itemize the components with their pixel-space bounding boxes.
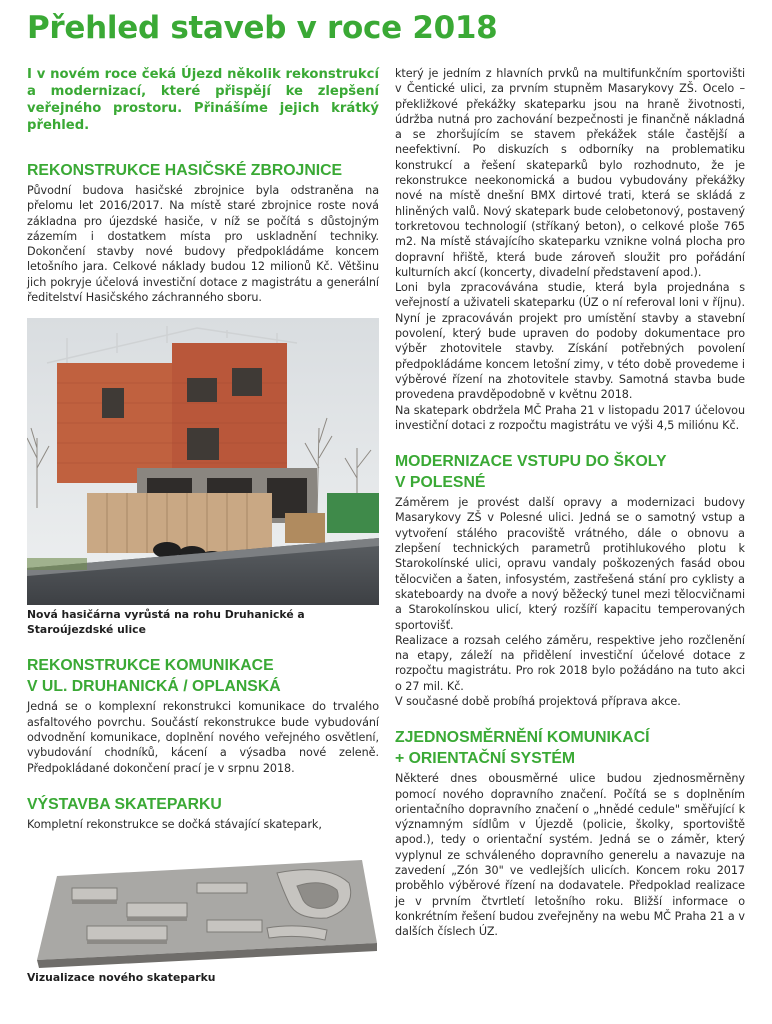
paragraph: Loni byla zpracovávána studie, která byla projednána s veřejností a uživateli skateparku (ÚZ o ní referoval loni v říjnu). Nyní je zpracováván projekt pro umístění stavby a stavební povolení, který bude upraven do podoby dokumentace pro výběr zhotovitele stavby. Získání potřebných povolení předpokládáme koncem letošní zimy, v této době provedeme i výběrové řízení na zhotovitele stavby. Samotná stavba bude provedena pravděpodobně v květnu 2018.: [395, 281, 745, 402]
photo-caption-skatepark: Vizualizace nového skateparku: [27, 971, 216, 985]
section-heading-komunikace-2: V UL. DRUHANICKÁ / OPLANSKÁ: [27, 678, 281, 696]
section-heading-zjednosmerneni-1: ZJEDNOSMĚRNĚNÍ KOMUNIKACÍ: [395, 729, 650, 747]
paragraph: Některé dnes obousměrné ulice budou zjednosměrněny pomocí nového dopravního značení. Počítá se s doplněním orientačního dopravního značení o „hnědé cedule" směřující k významným sídlům v Újezdě (policie, školky, sportoviště apod.), tedy o orientační systém. Jedná se o záměr, který vyplynul ze schváleného dopravního generelu a navazuje na zavedení „Zón 30" ve vedlejších ulicích. Koncem roku 2017 proběhlo výběrové řízení na dodavatele. Předpoklad realizace je v prvním čtvrtletí letošního roku. Bližší informace o konkrétním řešení budou zveřejněny na webu MČ Praha 21 a v dalších číslech ÚZ.: [395, 772, 745, 939]
skatepark-visualization: [27, 848, 379, 968]
lead-paragraph: I v novém roce čeká Újezd několik rekonstrukcí a modernizací, které přispějí ke zlepšení veřejného prostoru. Přinášíme jejich krátký přehled.: [27, 67, 379, 133]
paragraph: Na skatepark obdržela MČ Praha 21 v listopadu 2017 účelovou investiční dotaci z rozpočtu magistrátu ve výši 4,5 miliónu Kč.: [395, 403, 745, 432]
section-heading-skatepark: VÝSTAVBA SKATEPARKU: [27, 795, 222, 813]
section-body-skola: [395, 495, 745, 709]
section-heading-zjednosmerneni-2: + ORIENTAČNÍ SYSTÉM: [395, 750, 576, 768]
page-title: Přehled staveb v roce 2018: [27, 10, 498, 46]
paragraph: Jedná se o komplexní rekonstrukci komunikace do trvalého asfaltového povrchu. Součástí rekonstrukce bude vybudování odvodnění komunikace, doplnění nového veřejného osvětlení, vybudování chodníků, kácení a výsadba nové zeleně. Předpokládané dokončení prací je v srpnu 2018.: [27, 700, 379, 775]
section-heading-komunikace-1: REKONSTRUKCE KOMUNIKACE: [27, 657, 274, 675]
section-heading-skola-1: MODERNIZACE VSTUPU DO ŠKOLY: [395, 453, 667, 471]
section-heading-skola-2: V POLESNÉ: [395, 474, 486, 492]
paragraph: Původní budova hasičské zbrojnice byla odstraněna na přelomu let 2016/2017. Na místě staré zbrojnice roste nová základna pro újezdské hasiče, v níž se počítá s důstojným zázemím i dostatkem místa pro uskladnění techniky. Dokončení stavby nové budovy předpokládáme koncem letošního jara. Celkové náklady budou 12 milionů Kč. Většinu jich pokryje účelová investiční dotace z magistrátu a generální ředitelství Hasičského záchranného sboru.: [27, 184, 379, 305]
section-body-skatepark-start: [27, 817, 379, 832]
paragraph: který je jedním z hlavních prvků na multifunkčním sportovišti v Čentické ulici, za prvním stupněm Masarykovy ZŠ. Ocelo – překližkové překážky skateparku jsou na hraně životnosti, údržba nutná pro zachování bezpečnosti je finančně nákladná a se zhoršujícím se stavem překážek stále častější a neefektivní. Po diskuzích s odborníky na problematiku konstrukcí a řešení skateparků bylo rozhodnuto, že je rekonstrukce neekonomická a budou vybudovány překážky nové na místě dnešní BMX dirtové trati, která se skládá z hliněných valů. Nový skatepark bude celobetonový, postavený torkretovou technologií (stříkaný beton), o celkové ploše 765 m2. Na místě stávajícího skateparku vznikne volná plocha pro dopravní hřiště, která bude zároveň sloužit pro pořádání kulturních akcí (koncerty, divadelní představení apod.).: [395, 67, 745, 279]
paragraph: V současné době probíhá projektová příprava akce.: [395, 694, 681, 708]
fire-station-photo: [27, 318, 379, 605]
section-body-zjednosmerneni: [395, 771, 745, 939]
section-body-komunikace: [27, 699, 379, 775]
paragraph: Realizace a rozsah celého záměru, respektive jeho rozčlenění na etapy, záleží na přidělení investiční účelové dotace z rozpočtu magistrátu. Pro rok 2018 bylo požádáno na tuto akci o 27 mil. Kč.: [395, 633, 745, 693]
right-column: [395, 66, 745, 940]
section-heading-hasici: REKONSTRUKCE HASIČSKÉ ZBROJNICE: [27, 162, 343, 179]
section-body-hasici: [27, 183, 379, 305]
photo-caption-hasici: Nová hasičárna vyrůstá na rohu Druhanické a Staroújezdské ulice: [27, 608, 305, 636]
paragraph: Kompletní rekonstrukce se dočká stávající skatepark,: [27, 817, 322, 831]
section-body-skatepark-continued: [395, 66, 745, 433]
paragraph: Záměrem je provést další opravy a modernizaci budovy Masarykovy ZŠ v Polesné ulici. Jedná se o samotný vstup a vytvoření stálého pracoviště vrátného, dále o obnovu a zlepšení technických parametrů protihlukového plotu k Starokolínské ulici, opravu vandaly poškozených fasád obou tělocvičen a šaten, infosystém, zastřešená stání pro cyklisty a skateboardy na dvoře a nový běžecký tunel mezi tělocvičnami a Starokolínskou ulicí, který rozšíří kapacitu temperovaných sportovišť.: [395, 496, 745, 632]
left-column: [27, 66, 379, 986]
